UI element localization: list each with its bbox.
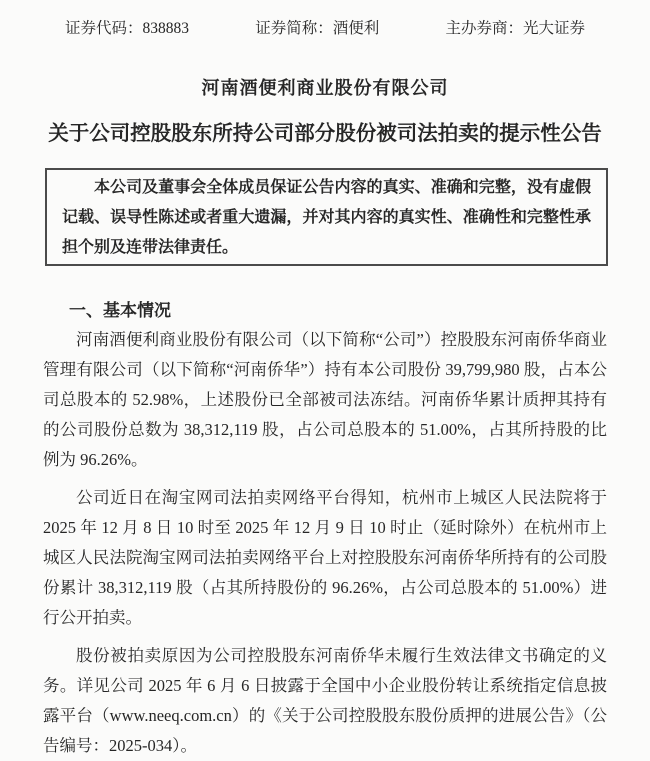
disclaimer-box (45, 168, 608, 266)
section-heading: 一、基本情况 (69, 301, 171, 320)
paragraph-auction-reason: 股份被拍卖原因为公司控股股东河南侨华未履行生效法律文书确定的义务。详见公司 2025 年 6 月 6 日披露于全国中小企业股份转让系统指定信息披露平台（www.neeq.com.cn）的《关于公司控股股东股份质押的进展公告》（公告编号：2025-034）。 (43, 646, 607, 755)
stock-name-value: 酒便利 (332, 20, 380, 37)
sponsor-label: 主办券商： (445, 20, 523, 37)
paragraph-auction-detail: 公司近日在淘宝网司法拍卖网络平台得知，杭州市上城区人民法院将于 2025 年 12 月 8 日 10 时至 2025 年 12 月 9 日 10 时止（延时除外）在杭州市上城区人民法院淘宝网司法拍卖网络平台上对控股股东河南侨华所持有的公司股份累计 38,312,119 股（占其所持股份的 96.26%，占公司总股本的 51.00%）进行公开拍卖。 (43, 488, 607, 627)
stock-name-field (255, 16, 379, 38)
announcement-title: 关于公司控股股东所持公司部分股份被司法拍卖的提示性公告 (48, 123, 602, 145)
sponsor-value: 光大证券 (522, 20, 585, 37)
stock-code-label: 证券代码： (65, 20, 143, 37)
section-basic-info (43, 301, 607, 761)
disclaimer-text: 本公司及董事会全体成员保证公告内容的真实、准确和完整，没有虚假记载、误导性陈述或者重大遗漏，并对其内容的真实性、准确性和完整性承担个别及连带法律责任。 (62, 179, 591, 256)
security-info-row (0, 0, 650, 38)
stock-name-label: 证券简称： (255, 20, 333, 37)
company-name-title: 河南酒便利商业股份有限公司 (201, 78, 449, 98)
stock-code-field (65, 16, 189, 38)
stock-code-value: 838883 (142, 20, 190, 37)
paragraph-shareholding: 河南酒便利商业股份有限公司（以下简称“公司”）控股股东河南侨华商业管理有限公司（以下简称“河南侨华”）持有本公司股份 39,799,980 股，占本公司总股本的 52.98%，上述股份已全部被司法冻结。河南侨华累计质押其持有的公司股份总数为 38,312,119 股，占公司总股本的 51.00%，占其所持股的比例为 96.26%。 (43, 330, 607, 469)
sponsor-field (445, 16, 585, 38)
